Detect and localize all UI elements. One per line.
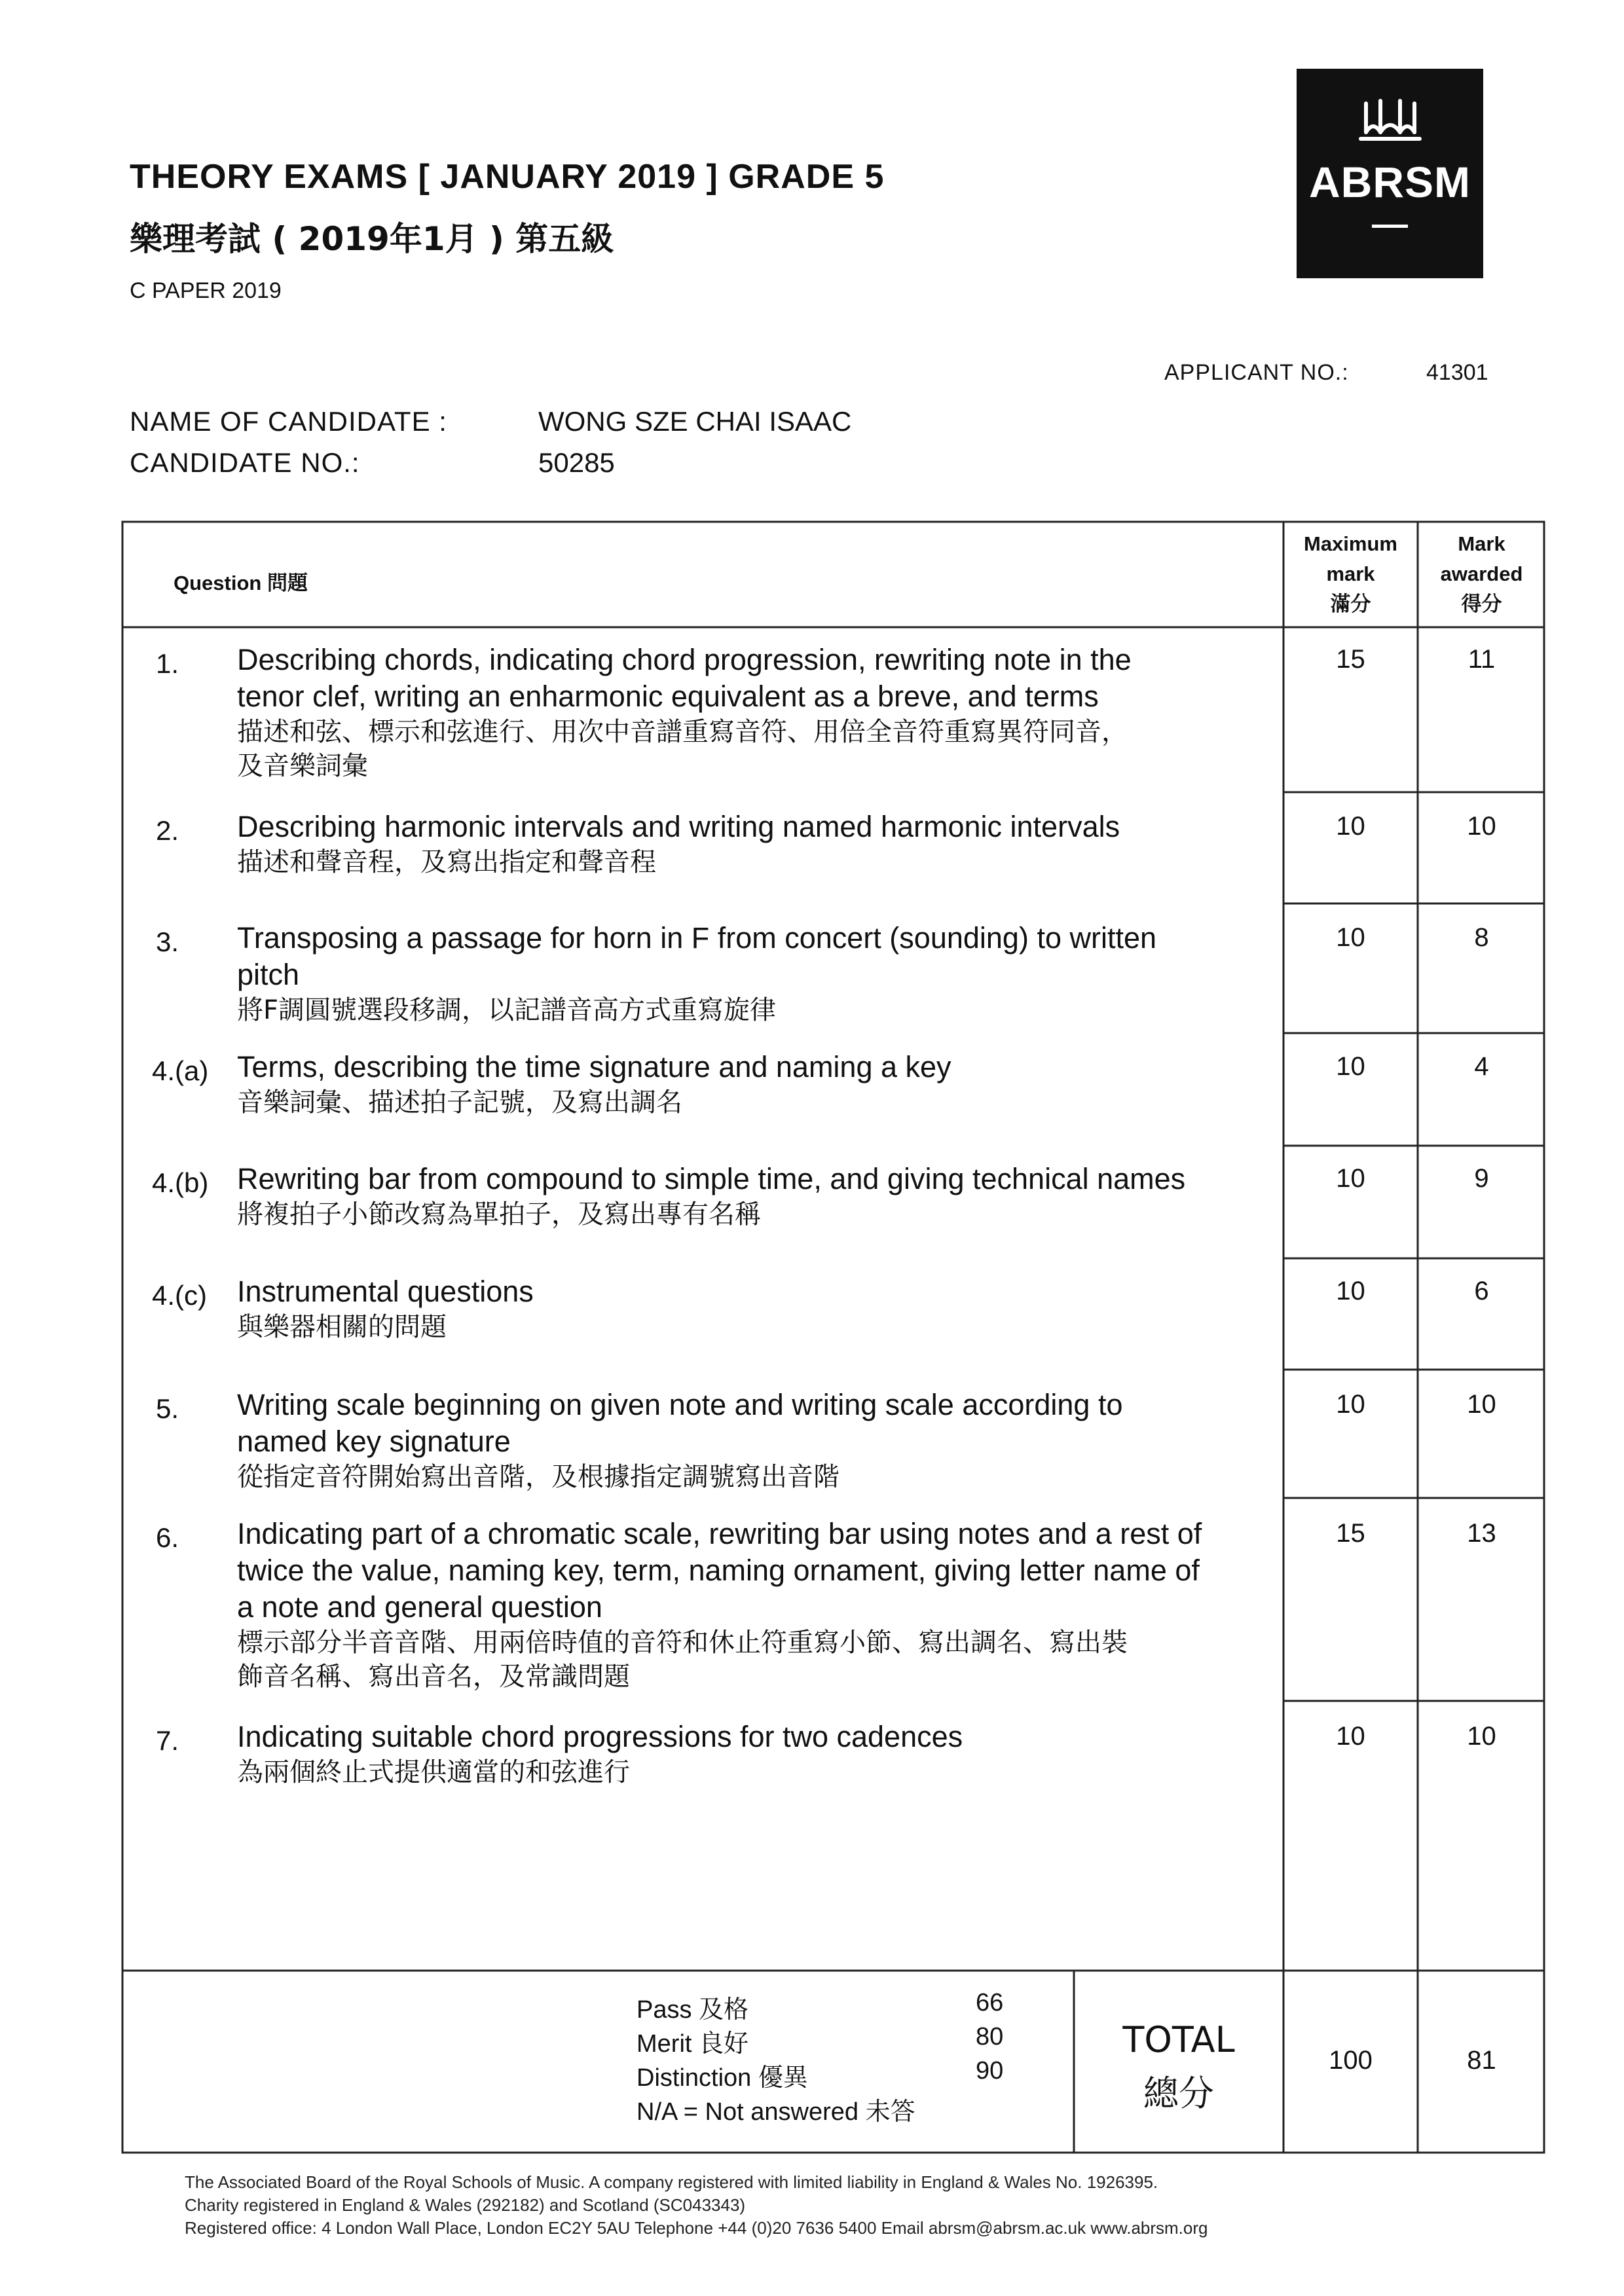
total-mark-awarded: 81: [1467, 2046, 1496, 2075]
question-chinese-line: 音樂詞彙、描述拍子記號，及寫出調名: [237, 1087, 682, 1118]
question-line: Transposing a passage for horn in F from concert (sounding) to written: [237, 921, 1157, 955]
candidate-number-label: CANDIDATE NO.:: [130, 447, 360, 478]
not-answered-label: N/A = Not answered 未答: [637, 2098, 915, 2126]
question-chinese-line: 描述和聲音程，及寫出指定和聲音程: [237, 847, 656, 877]
question-chinese-line: 從指定音符開始寫出音階，及根據指定調號寫出音階: [237, 1462, 840, 1492]
maximum-mark: 10: [1336, 923, 1365, 952]
mark-awarded: 10: [1467, 812, 1496, 841]
total-maximum-mark: 100: [1329, 2046, 1373, 2075]
candidate-number-value: 50285: [538, 447, 615, 478]
mark-awarded-header-line: awarded: [1440, 562, 1523, 585]
question-description: [237, 1516, 1249, 1694]
mark-awarded: 6: [1474, 1277, 1489, 1305]
question-line: a note and general question: [237, 1590, 602, 1624]
applicant-number-label: APPLICANT NO.:: [1164, 360, 1349, 385]
maximum-mark: 10: [1336, 1390, 1365, 1419]
mark-awarded-header-line: Mark: [1458, 532, 1505, 555]
footer-line: Registered office: 4 London Wall Place, London EC2Y 5AU Telephone +44 (0)20 7636 5400 Email abrsm@abrsm.ac.uk www.abrsm.org: [185, 2218, 1208, 2238]
footer-line: Charity registered in England & Wales (292182) and Scotland (SC043343): [185, 2195, 746, 2215]
question-line: Writing scale beginning on given note and writing scale according to: [237, 1388, 1123, 1421]
mark-awarded: 8: [1474, 923, 1489, 952]
question-description: [237, 1049, 1249, 1120]
question-description: [237, 1273, 1249, 1344]
maximum-mark: 10: [1336, 1722, 1365, 1751]
candidate-name-label: NAME OF CANDIDATE :: [130, 406, 447, 437]
question-description: [237, 1161, 1249, 1231]
question-chinese-line: 將複拍子小節改寫為單拍子，及寫出專有名稱: [237, 1199, 761, 1230]
question-number: 6.: [156, 1522, 179, 1553]
question-description: [237, 809, 1249, 879]
mark-awarded: 10: [1467, 1390, 1496, 1419]
question-line: pitch: [237, 958, 300, 991]
question-line: twice the value, naming key, term, naming ornament, giving letter name of: [237, 1554, 1200, 1587]
mark-awarded-header-line: 得分: [1461, 592, 1502, 615]
maximum-mark: 10: [1336, 1164, 1365, 1193]
crown-icon: [1297, 98, 1483, 147]
mark-awarded: 10: [1467, 1722, 1496, 1751]
maximum-mark: 10: [1336, 1052, 1365, 1081]
question-number: 7.: [156, 1725, 179, 1756]
merit-label: Merit 良好: [637, 2030, 749, 2058]
question-description: [237, 1719, 1249, 1789]
total-label-line: TOTAL: [1122, 2019, 1235, 2060]
question-chinese-line: 將F調圓號選段移調，以記譜音高方式重寫旋律: [237, 995, 777, 1025]
mark-awarded: 13: [1467, 1519, 1496, 1548]
question-number: 5.: [156, 1393, 179, 1424]
question-line: Indicating suitable chord progressions for two cadences: [237, 1720, 963, 1753]
applicant-number-value: 41301: [1426, 360, 1488, 385]
question-line: Describing chords, indicating chord progression, rewriting note in the: [237, 643, 1132, 676]
question-number: 4.(b): [152, 1167, 209, 1198]
question-chinese-line: 描述和弦、標示和弦進行、用次中音譜重寫音符、用倍全音符重寫異符同音，: [237, 717, 1128, 747]
logo-text: ABRSM: [1309, 158, 1471, 206]
question-line: Rewriting bar from compound to simple time, and giving technical names: [237, 1162, 1186, 1195]
total-label-line: 總分: [1143, 2073, 1214, 2114]
candidate-name-value: WONG SZE CHAI ISAAC: [538, 406, 852, 437]
logo-underline: [1372, 225, 1408, 228]
maximum-mark-header: [1283, 529, 1418, 619]
question-line: tenor clef, writing an enharmonic equivalent as a breve, and terms: [237, 680, 1099, 713]
paper-label: C PAPER 2019: [130, 278, 282, 303]
maximum-mark-header-line: mark: [1326, 562, 1375, 585]
distinction-label: Distinction 優異: [637, 2064, 808, 2092]
mark-awarded-header: [1418, 529, 1545, 619]
question-description: [237, 1387, 1249, 1494]
question-line: named key signature: [237, 1425, 511, 1458]
question-number: 4.(a): [152, 1055, 209, 1086]
maximum-mark: 10: [1336, 812, 1365, 841]
question-chinese-line: 與樂器相關的問題: [237, 1312, 447, 1342]
question-number: 3.: [156, 926, 179, 957]
exam-title-chinese: 樂理考試 ( 2019年1月 ) 第五級: [130, 220, 614, 258]
maximum-mark: 15: [1336, 1519, 1365, 1548]
total-label: [1074, 2013, 1283, 2121]
question-chinese-line: 飾音名稱、寫出音名，及常識問題: [237, 1662, 630, 1692]
maximum-mark-header-line: 滿分: [1330, 592, 1371, 615]
pass-value: 66: [976, 1989, 1004, 2016]
question-line: Indicating part of a chromatic scale, rewriting bar using notes and a rest of: [237, 1517, 1202, 1550]
question-line: Instrumental questions: [237, 1275, 534, 1308]
exam-title: THEORY EXAMS [ JANUARY 2019 ] GRADE 5: [130, 158, 885, 196]
question-description: [237, 920, 1249, 1027]
mark-awarded: 4: [1474, 1052, 1489, 1081]
distinction-value: 90: [976, 2057, 1004, 2085]
question-column-header: Question 問題: [174, 572, 308, 594]
question-line: Terms, describing the time signature and naming a key: [237, 1050, 951, 1084]
maximum-mark: 15: [1336, 645, 1365, 674]
pass-label: Pass 及格: [637, 1996, 749, 2024]
question-chinese-line: 及音樂詞彙: [237, 751, 368, 781]
mark-awarded: 11: [1467, 645, 1496, 674]
mark-awarded: 9: [1474, 1164, 1489, 1193]
footer-line: The Associated Board of the Royal Schools of Music. A company registered with limited liability in England & Wales No. 1926395.: [185, 2172, 1158, 2192]
question-line: Describing harmonic intervals and writing named harmonic intervals: [237, 810, 1120, 843]
question-description: [237, 642, 1249, 783]
question-number: 1.: [156, 648, 179, 679]
question-chinese-line: 為兩個終止式提供適當的和弦進行: [237, 1757, 630, 1787]
abrsm-logo: [1297, 69, 1483, 278]
question-number: 2.: [156, 815, 179, 846]
maximum-mark-header-line: Maximum: [1304, 532, 1397, 555]
question-chinese-line: 標示部分半音音階、用兩倍時值的音符和休止符重寫小節、寫出調名、寫出裝: [237, 1628, 1128, 1658]
maximum-mark: 10: [1336, 1277, 1365, 1305]
question-number: 4.(c): [152, 1280, 207, 1311]
merit-value: 80: [976, 2023, 1004, 2050]
